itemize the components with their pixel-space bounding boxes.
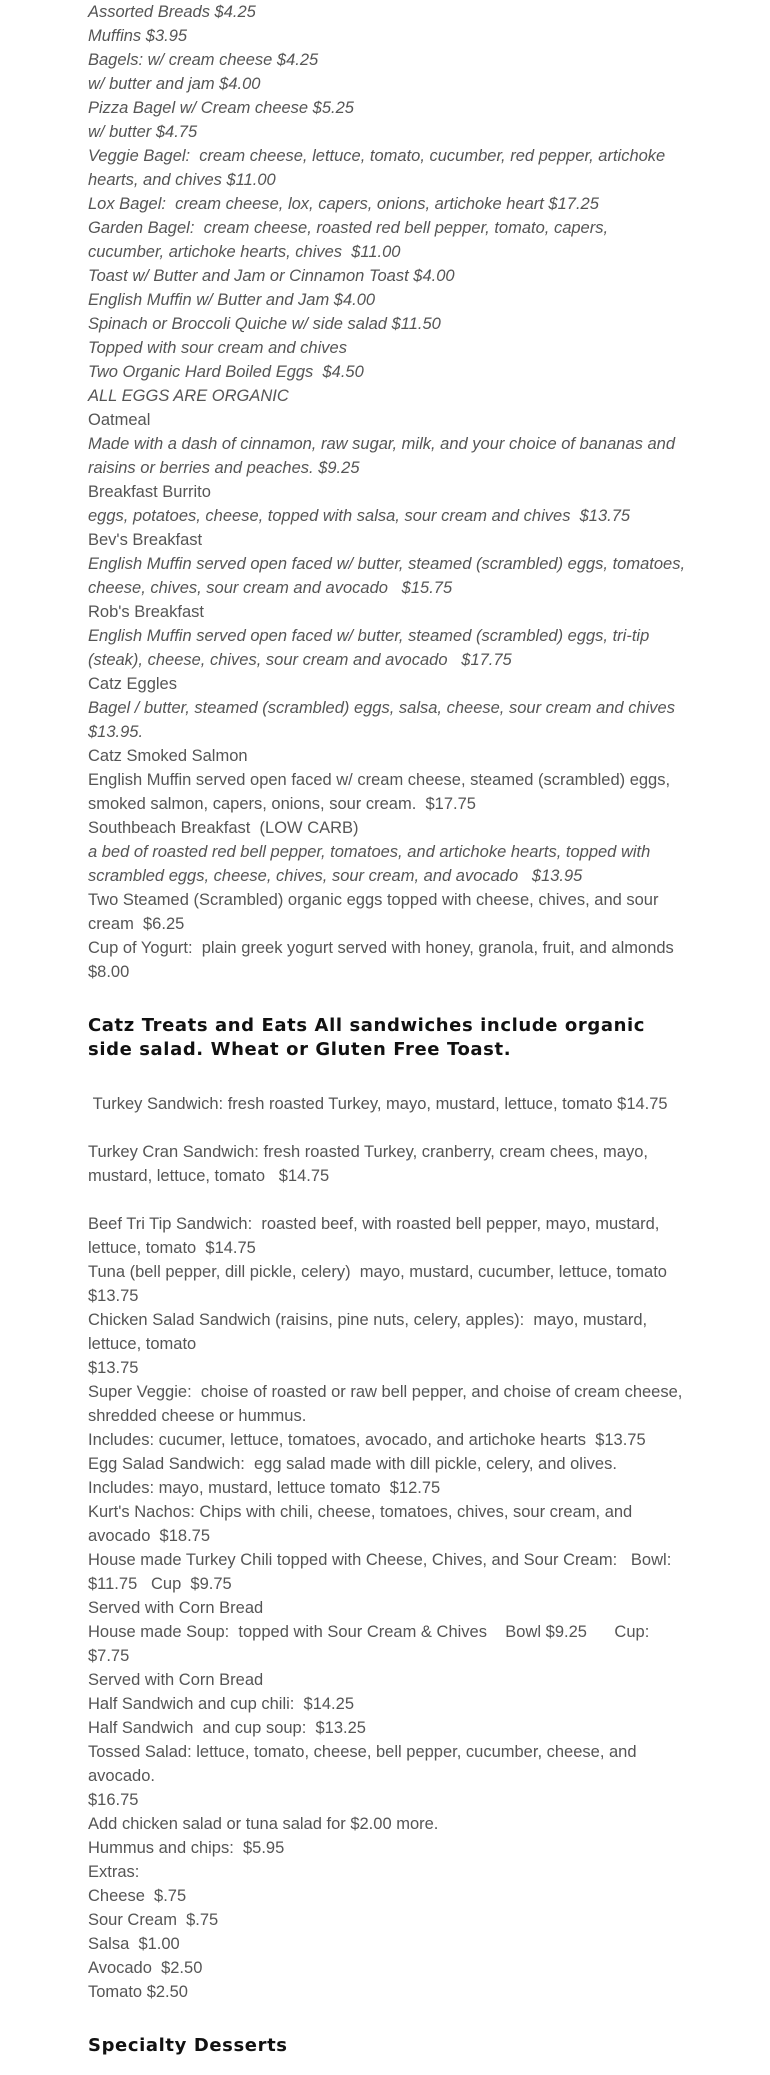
menu-item: Salsa $1.00 (88, 1935, 180, 1953)
menu-item: Beef Tri Tip Sandwich: roasted beef, with roasted bell pepper, mayo, mustard, lettuce, tomato $14.75 (88, 1215, 664, 1257)
menu-item: Served with Corn Bread (88, 1599, 264, 1617)
menu-item: Turkey Sandwich: fresh roasted Turkey, mayo, mustard, lettuce, tomato $14.75 (88, 1095, 668, 1113)
menu-item: ALL EGGS ARE ORGANIC (88, 387, 289, 405)
menu-item: Veggie Bagel: cream cheese, lettuce, tomato, cucumber, red pepper, artichoke hearts, and chives $11.00 (88, 147, 670, 189)
menu-item: House made Turkey Chili topped with Cheese, Chives, and Sour Cream: Bowl: $11.75 Cup $9.75 (88, 1551, 676, 1593)
menu-item: Hummus and chips: $5.95 (88, 1839, 285, 1857)
menu-item: Bagels: w/ cream cheese $4.25 (88, 51, 319, 69)
menu-item: Includes: cucumer, lettuce, tomatoes, avocado, and artichoke hearts $13.75 (88, 1431, 646, 1449)
menu-item: eggs, potatoes, cheese, topped with salsa, sour cream and chives $13.75 (88, 507, 631, 525)
menu-item: Kurt's Nachos: Chips with chili, cheese, tomatoes, chives, sour cream, and avocado $18.75 (88, 1503, 637, 1545)
menu-item: Sour Cream $.75 (88, 1911, 219, 1929)
menu-item: Two Steamed (Scrambled) organic eggs topped with cheese, chives, and sour cream $6.25 (88, 891, 664, 933)
menu-item: Garden Bagel: cream cheese, roasted red bell pepper, tomato, capers, cucumber, artichoke hearts, chives $11.00 (88, 219, 613, 261)
menu-item: Half Sandwich and cup chili: $14.25 (88, 1695, 354, 1713)
menu-item: Turkey Cran Sandwich: fresh roasted Turkey, cranberry, cream chees, mayo, mustard, lettuce, tomato $14.75 (88, 1143, 653, 1185)
menu-item: Toast w/ Butter and Jam or Cinnamon Toast $4.00 (88, 267, 455, 285)
menu-item: $16.75 (88, 1791, 139, 1809)
menu-item: Topped with sour cream and chives (88, 339, 347, 357)
menu-item: w/ butter and jam $4.00 (88, 75, 261, 93)
menu-item: Tuna (bell pepper, dill pickle, celery) mayo, mustard, cucumber, lettuce, tomato $13.75 (88, 1263, 672, 1305)
menu-item: Spinach or Broccoli Quiche w/ side salad $11.50 (88, 315, 441, 333)
menu-item: Tossed Salad: lettuce, tomato, cheese, bell pepper, cucumber, cheese, and avocado. (88, 1743, 642, 1785)
menu-item: English Muffin w/ Butter and Jam $4.00 (88, 291, 376, 309)
treats-items (88, 1212, 688, 2004)
menu-page (88, 0, 688, 2058)
menu-item: Half Sandwich and cup soup: $13.25 (88, 1719, 366, 1737)
desserts-heading: Specialty Desserts (88, 2035, 288, 2056)
breakfast-items (88, 0, 688, 984)
menu-item: English Muffin served open faced w/ butter, steamed (scrambled) eggs, tri-tip (steak), cheese, chives, sour cream and avocado $17.75 (88, 627, 654, 669)
menu-item: Muffins $3.95 (88, 27, 188, 45)
menu-item: Rob's Breakfast (88, 603, 204, 621)
menu-item: Extras: (88, 1863, 140, 1881)
menu-item: a bed of roasted red bell pepper, tomatoes, and artichoke hearts, topped with scrambled eggs, cheese, chives, sour cream, and avocado $13.95 (88, 843, 655, 885)
menu-item: House made Soup: topped with Sour Cream & Chives Bowl $9.25 Cup: $7.75 (88, 1623, 654, 1665)
menu-item: Catz Smoked Salmon (88, 747, 248, 765)
menu-item: Oatmeal (88, 411, 151, 429)
menu-item: Two Organic Hard Boiled Eggs $4.50 (88, 363, 364, 381)
menu-item: w/ butter $4.75 (88, 123, 198, 141)
menu-item: English Muffin served open faced w/ butter, steamed (scrambled) eggs, tomatoes, cheese, chives, sour cream and avocado $15.75 (88, 555, 690, 597)
menu-item: Made with a dash of cinnamon, raw sugar, milk, and your choice of bananas and raisins or berries and peaches. $9.25 (88, 435, 680, 477)
menu-item: Southbeach Breakfast (LOW CARB) (88, 819, 359, 837)
menu-item: English Muffin served open faced w/ cream cheese, steamed (scrambled) eggs, smoked salmon, capers, onions, sour cream. $17.75 (88, 771, 675, 813)
menu-item: Cup of Yogurt: plain greek yogurt served with honey, granola, fruit, and almonds $8.00 (88, 939, 679, 981)
menu-item: Add chicken salad or tuna salad for $2.00 more. (88, 1815, 439, 1833)
menu-item: Lox Bagel: cream cheese, lox, capers, onions, artichoke heart $17.25 (88, 195, 599, 213)
menu-item: Egg Salad Sandwich: egg salad made with dill pickle, celery, and olives. Includes: mayo, mustard, lettuce tomato $12.75 (88, 1455, 627, 1497)
menu-item: Avocado $2.50 (88, 1959, 203, 1977)
treats-heading: Catz Treats and Eats All sandwiches include organic side salad. Wheat or Gluten Free Toast. (88, 1015, 646, 1060)
menu-item: Chicken Salad Sandwich (raisins, pine nuts, celery, apples): mayo, mustard, lettuce, tomato (88, 1311, 652, 1353)
menu-item: Catz Eggles (88, 675, 177, 693)
menu-item: Served with Corn Bread (88, 1671, 264, 1689)
menu-item: Breakfast Burrito (88, 483, 211, 501)
menu-item: $13.75 (88, 1359, 139, 1377)
menu-item: Pizza Bagel w/ Cream cheese $5.25 (88, 99, 354, 117)
menu-item: Tomato $2.50 (88, 1983, 188, 2001)
menu-item: Cheese $.75 (88, 1887, 187, 1905)
menu-item: Bagel / butter, steamed (scrambled) eggs, salsa, cheese, sour cream and chives $13.95. (88, 699, 680, 741)
menu-item: Super Veggie: choise of roasted or raw bell pepper, and choise of cream cheese, shredded cheese or hummus. (88, 1383, 687, 1425)
menu-item: Assorted Breads $4.25 (88, 3, 256, 21)
menu-item: Bev's Breakfast (88, 531, 203, 549)
